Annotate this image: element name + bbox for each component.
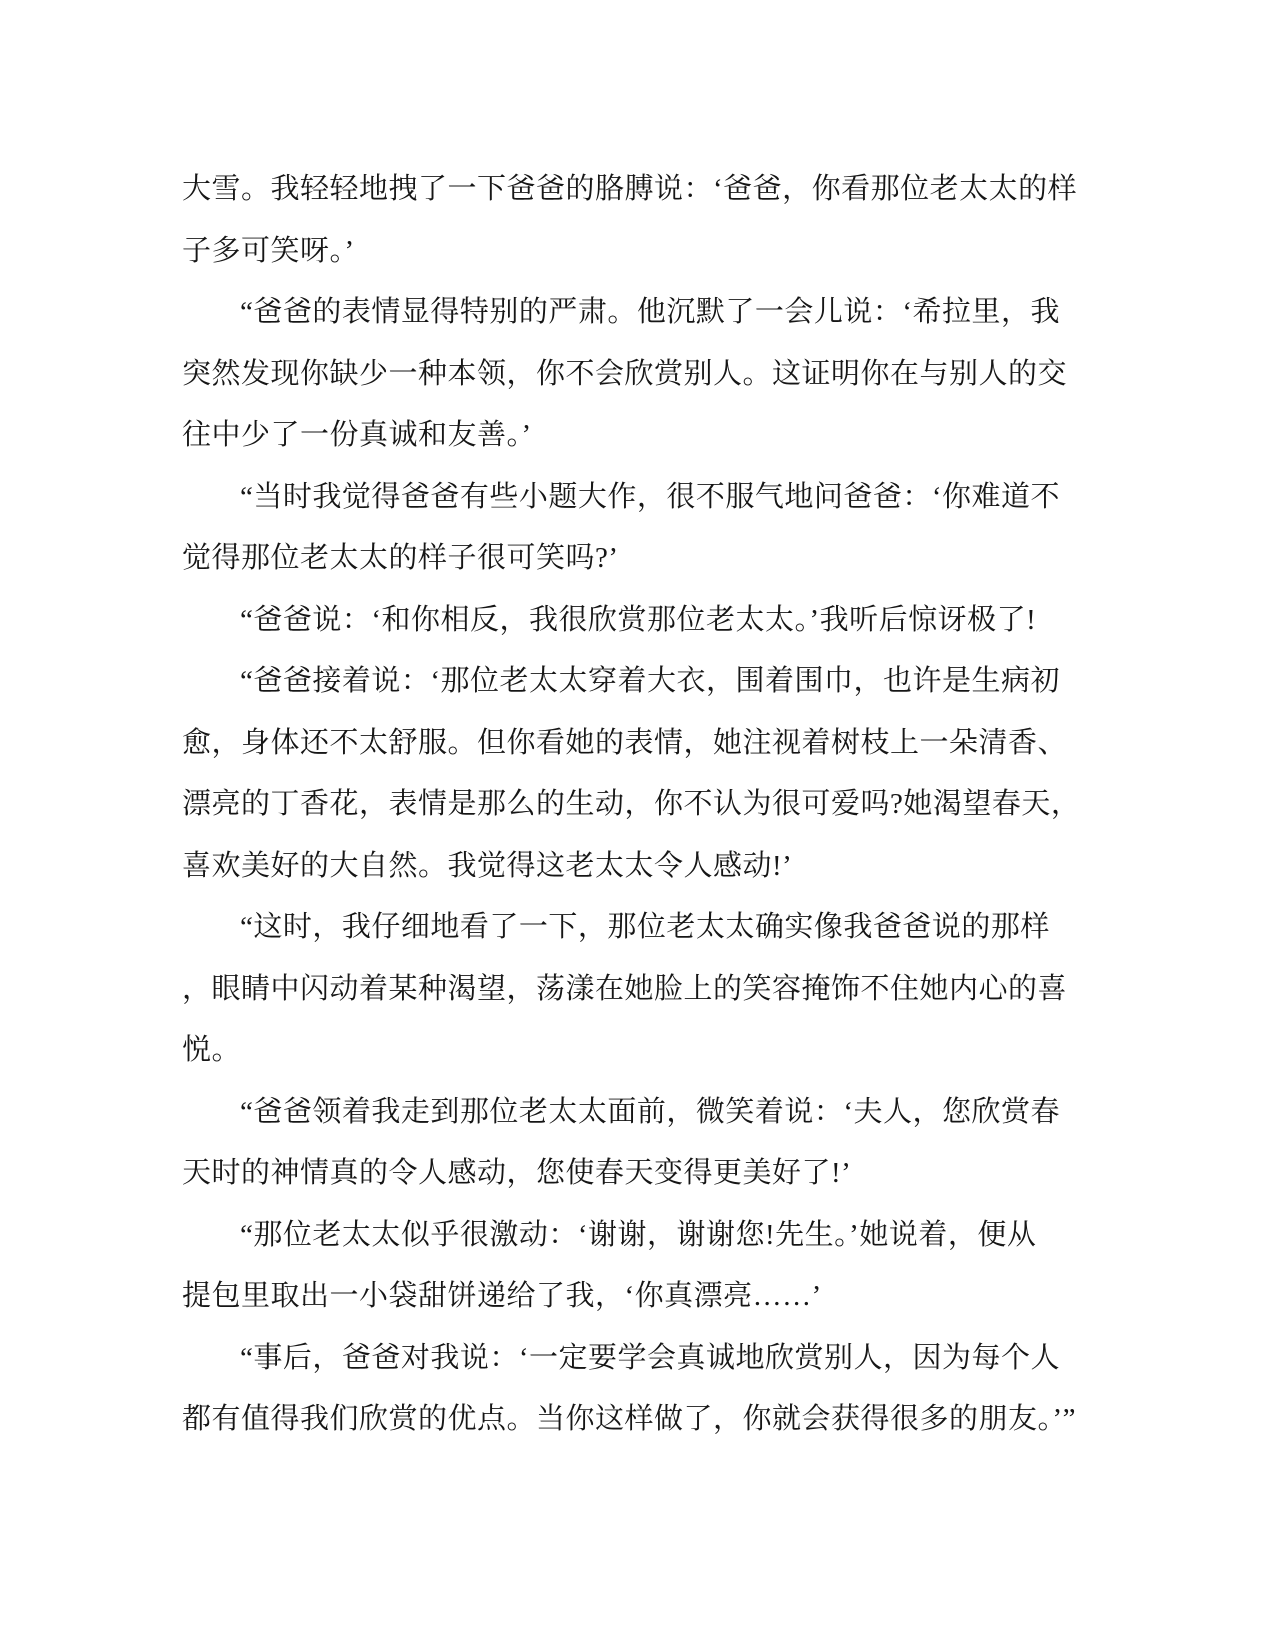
text-line: 悦。 — [182, 1034, 242, 1066]
text-line: “当时我觉得爸爸有些小题大作，很不服气地问爸爸：‘你难道不 — [240, 480, 1061, 513]
text-line: 天时的神情真的令人感动，您使春天变得更美好了!’ — [182, 1157, 852, 1189]
text-line: 子多可笑呀。’ — [182, 234, 355, 267]
text-line: “事后，爸爸对我说：‘一定要学会真诚地欣赏别人，因为每个人 — [240, 1341, 1061, 1374]
text-line: 往中少了一份真诚和友善。’ — [182, 419, 532, 451]
text-line: 喜欢美好的大自然。我觉得这老太太令人感动!’ — [182, 849, 793, 882]
text-line: “这时，我仔细地看了一下，那位老太太确实像我爸爸说的那样 — [240, 911, 1050, 943]
text-line: 都有值得我们欣赏的优点。当你这样做了，你就会获得很多的朋友。’” — [182, 1403, 1077, 1435]
text-line: “那位老太太似乎很激动：‘谢谢，谢谢您!先生。’她说着，便从 — [240, 1218, 1037, 1251]
text-line: “爸爸领着我走到那位老太太面前，微笑着说：‘夫人，您欣赏春 — [240, 1095, 1061, 1128]
text-line: 提包里取出一小袋甜饼递给了我，‘你真漂亮……’ — [182, 1280, 822, 1312]
text-body — [182, 159, 1087, 1451]
text-line: “爸爸的表情显得特别的严肃。他沉默了一会儿说：‘希拉里，我 — [240, 296, 1061, 328]
text-line: 漂亮的丁香花，表情是那么的生动，你不认为很可爱吗?她渴望春天， — [182, 788, 1081, 820]
text-line: 突然发现你缺少一种本领，你不会欣赏别人。这证明你在与别人的交 — [182, 357, 1068, 390]
text-line: 愈，身体还不太舒服。但你看她的表情，她注视着树枝上一朵清香、 — [182, 726, 1068, 759]
text-line: 大雪。我轻轻地拽了一下爸爸的胳膊说：‘爸爸，你看那位老太太的样 — [182, 173, 1078, 205]
text-line: “爸爸接着说：‘那位老太太穿着大衣，围着围巾，也许是生病初 — [240, 665, 1061, 697]
text-line: 觉得那位老太太的样子很可笑吗?’ — [182, 542, 619, 574]
text-line: “爸爸说：‘和你相反，我很欣赏那位老太太。’我听后惊讶极了! — [240, 603, 1037, 636]
text-line: ，眼睛中闪动着某种渴望，荡漾在她脸上的笑容掩饰不住她内心的喜 — [182, 972, 1068, 1005]
